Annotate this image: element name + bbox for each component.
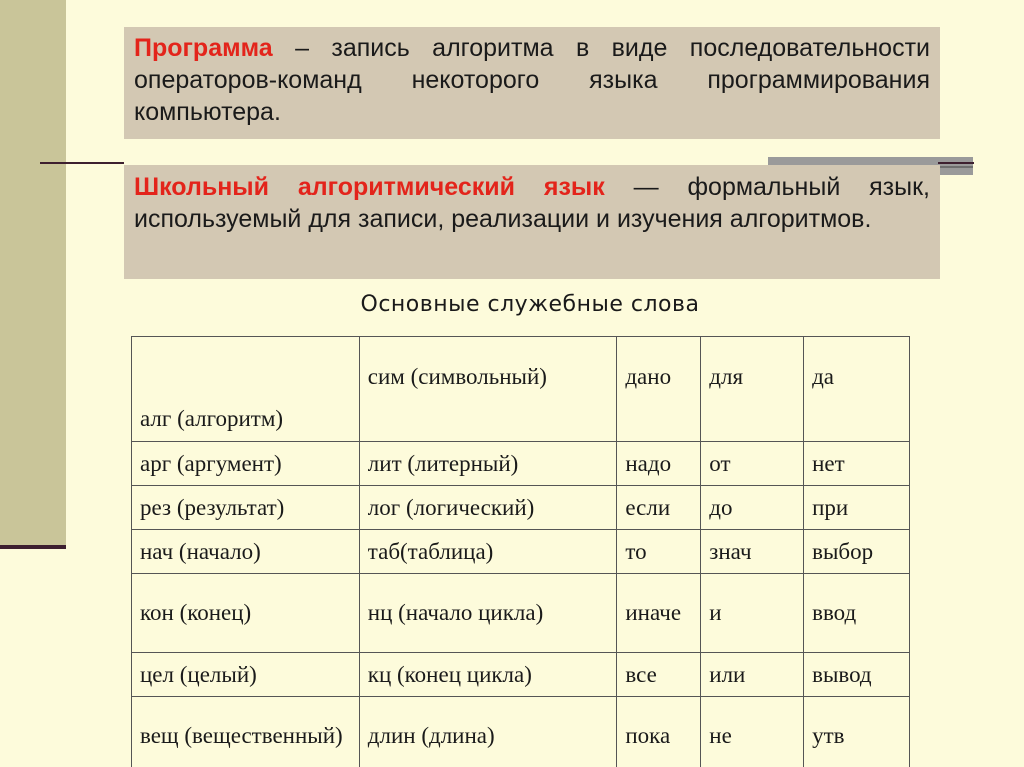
table-cell: ввод <box>804 574 910 653</box>
table-cell: вывод <box>804 653 910 697</box>
table-cell: цел (целый) <box>132 653 360 697</box>
left-decorative-bar <box>0 0 66 548</box>
table-cell: сим (символьный) <box>359 337 617 442</box>
table-cell: и <box>701 574 804 653</box>
table-cell: нц (начало цикла) <box>359 574 617 653</box>
table-cell: надо <box>617 442 701 486</box>
table-cell: то <box>617 530 701 574</box>
table-row <box>132 486 910 530</box>
table-cell: если <box>617 486 701 530</box>
table-cell: знач <box>701 530 804 574</box>
table-cell: нет <box>804 442 910 486</box>
table-cell: кон (конец) <box>132 574 360 653</box>
table-cell: рез (результат) <box>132 486 360 530</box>
divider-line-left <box>40 162 124 164</box>
definition-program-text: – запись алгоритма в виде последовательности операторов-команд некоторого языка программирования компьютера. <box>134 34 930 126</box>
table-cell: иначе <box>617 574 701 653</box>
table-cell: вещ (вещественный) <box>132 697 360 767</box>
definition-school-language <box>124 165 940 279</box>
definition-school-language-text: — формальный язык, используемый для записи, реализации и изучения алгоритмов. <box>134 173 930 233</box>
table-cell: не <box>701 697 804 767</box>
definition-program <box>124 27 940 139</box>
table-row <box>132 530 910 574</box>
left-bar-underline <box>0 545 66 549</box>
table-row <box>132 574 910 653</box>
table-row <box>132 442 910 486</box>
table-cell: пока <box>617 697 701 767</box>
table-row <box>132 337 910 442</box>
table-cell: выбор <box>804 530 910 574</box>
table-cell: таб(таблица) <box>359 530 617 574</box>
table-cell: нач (начало) <box>132 530 360 574</box>
table-cell: от <box>701 442 804 486</box>
table-row <box>132 697 910 767</box>
table-cell: до <box>701 486 804 530</box>
keywords-table <box>131 336 910 767</box>
table-cell: арг (аргумент) <box>132 442 360 486</box>
table-cell: да <box>804 337 910 442</box>
table-cell: утв <box>804 697 910 767</box>
table-cell: при <box>804 486 910 530</box>
table-cell: кц (конец цикла) <box>359 653 617 697</box>
table-cell: все <box>617 653 701 697</box>
table-cell: лог (логический) <box>359 486 617 530</box>
table-cell: лит (литерный) <box>359 442 617 486</box>
divider-line-right <box>938 162 974 164</box>
term-program: Программа <box>134 34 273 62</box>
table-cell: или <box>701 653 804 697</box>
table-cell: длин (длина) <box>359 697 617 767</box>
table-cell: дано <box>617 337 701 442</box>
table-cell: для <box>701 337 804 442</box>
term-school-language: Школьный алгоритмический язык <box>134 173 605 201</box>
table-title: Основные служебные слова <box>360 292 700 317</box>
table-row <box>132 653 910 697</box>
table-cell: алг (алгоритм) <box>132 337 360 442</box>
